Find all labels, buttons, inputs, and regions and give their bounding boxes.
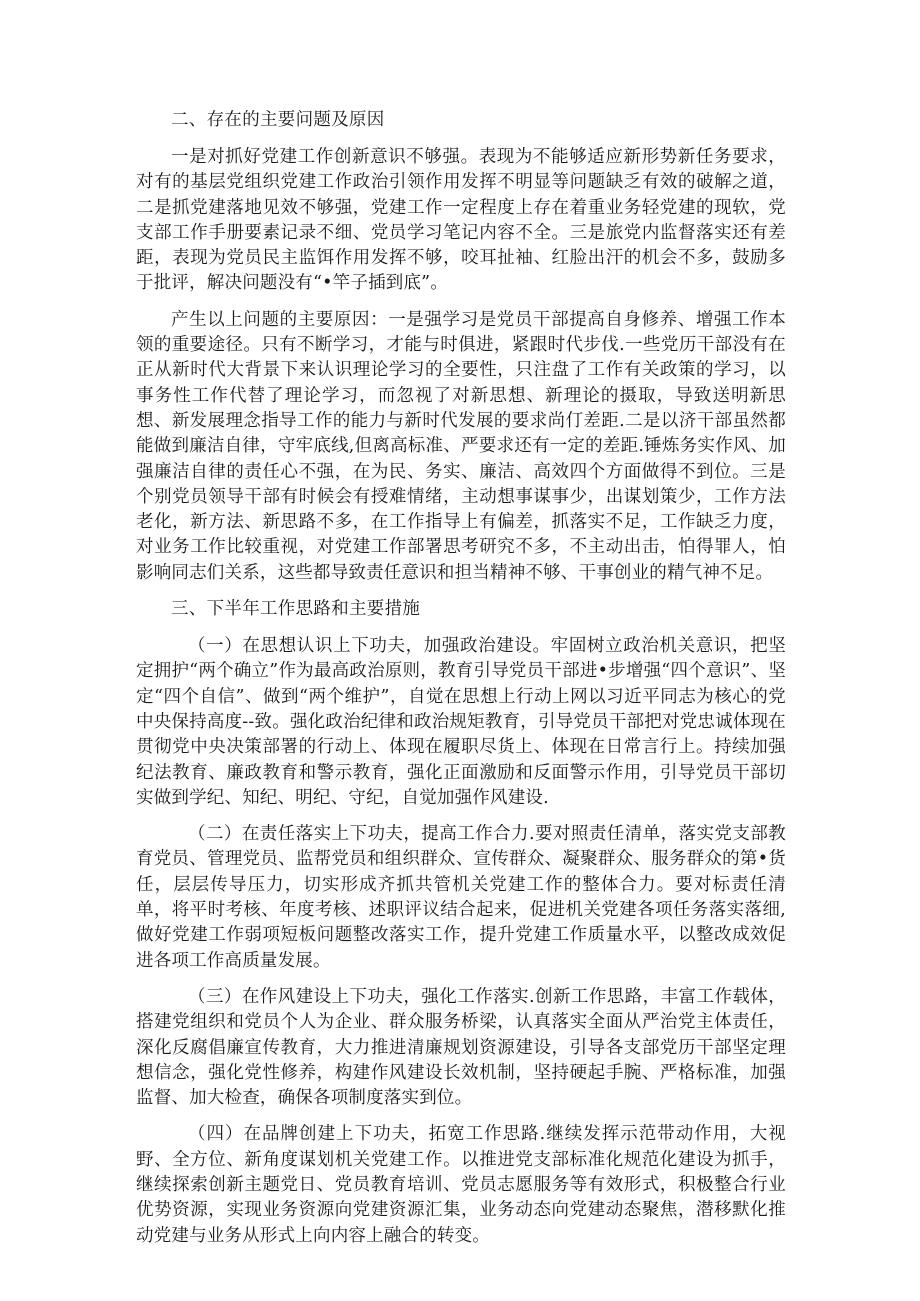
paragraph-problems: 一是对抓好党建工作创新意识不够强。表现为不能够适应新形势新任务要求，对有的基层党组织党建工作政治引领作用发挥不明显等问题缺乏有效的破解之道，二是抓党建落地见效不够强，党建工作一定程度上存在着重业务轻党建的现软，党支部工作手册要素记录不细、党员学习笔记内容不全。三是旅党内监督落实还有差距，表现为党员民主监饵作用发挥不够，咬耳扯袖、红脸出汗的机会不多，鼓励多于批评，解决问题没有“•竿子插到底”。 (136, 147, 786, 294)
paragraph-measure-1: （一）在思想认识上下功夫，加强政治建设。牢固树立政治机关意识，把坚定拥护“两个确立”作为最高政治原则，教育引导党员干部进•步增强“四个意识”、坚定“四个自信”、做到“两个维护”，自觉在思想上行动上网以习近平同志为核心的党中央保持高度--致。强化政治纪律和政治规矩教育，引导党员干部把对党忠诚体现在贯彻党中央决策部署的行动上、体现在履职尽货上、体现在日常言行上。持续加强纪法教育、廉政教育和警示教育，强化正面激励和反面警示作用，引导党员干部切实做到学纪、知纪、明纪、守纪，自觉加强作风建设. (136, 636, 786, 808)
document-page (136, 108, 786, 1260)
paragraph-measure-3: （三）在作风建设上下功夫，强化工作落实.创新工作思路，丰富工作载体，搭建党组织和党员个人为企业、群众服务桥梁，认真落实全面从严治党主体责任，深化反腐倡廉宣传教育，大力推进清廉规划资源建设，引导各支部党历干部坚定理想信念，强化党性修养，构建作风建设长效机制，坚持硬起手腕、严格标准，加强监督、加大检查，确保各项制度落实到位。 (136, 986, 786, 1109)
paragraph-measure-4: （四）在品牌创建上下功夫，拓宽工作思路.继续发挥示范带动作用，大视野、全方位、新角度谋划机关党建工作。以推进党支部标准化规范化建设为抓手，继续探索创新主题党日、党员教育培训、党员志愿服务等有效形式，积极整合行业优势资源，实现业务资源向党建资源汇集，业务动态向党建动态聚焦，潜移默化推动党建与业务从形式上向内容上融合的转变。 (136, 1124, 786, 1246)
paragraph-causes: 产生以上问题的主要原因：一是强学习是党员干部提高自身修养、增强工作本领的重要途径。只有不断学习，才能与时俱进，紧跟时代步伐.一些党历干部没有在正从新时代大背景下来认识理论学习的全要性，只注盘了工作有关政策的学习，以事务性工作代替了理论学习，而忽视了对新思想、新理论的摄取，导致送明新思想、新发展理念指导工作的能力与新时代发展的要求尚仃差距.二是以济干部虽然都能做到廉洁自律，守牢底线,但离高标准、严要求还有一定的差距.锤炼务实作风、加强廉洁自律的责任心不强，在为民、务实、廉洁、高效四个方面做得不到位。三是个别党员领导干部有时候会有授难情绪，主动想事谋事少，出谋划策少，工作方法老化，新方法、新思路不多，在工作指导上有偏差，抓落实不足，工作缺乏力度，对业务工作比较重视，对党建工作部署思考研究不多，不主动出击，怕得罪人，怕影响同志们关系，这些都导致责任意识和担当精神不够、干事创业的精气神不足。 (136, 309, 786, 583)
section-heading-measures: 三、下半年工作思路和主要措施 (171, 599, 421, 620)
paragraph-measure-2: （二）在责任落实上下功夫，提高工作合力.要对照责任清单，落实党支部教育党员、管理党员、监帮党员和组织群众、宣传群众、凝聚群众、服务群众的第•货任，层层传导压力，切实形成齐抓共管机关党建工作的整体合力。要对标责任清单，将平时考核、年度考核、述职评议结合起来，促进机关党建各项任务落实落细,做好党建工作弱项短板问题整改落实工作，提升党建工作质量水平，以整改成效促进各项工作高质量发展。 (136, 824, 786, 971)
section-heading-problems: 二、存在的主要问题及原因 (171, 110, 385, 130)
